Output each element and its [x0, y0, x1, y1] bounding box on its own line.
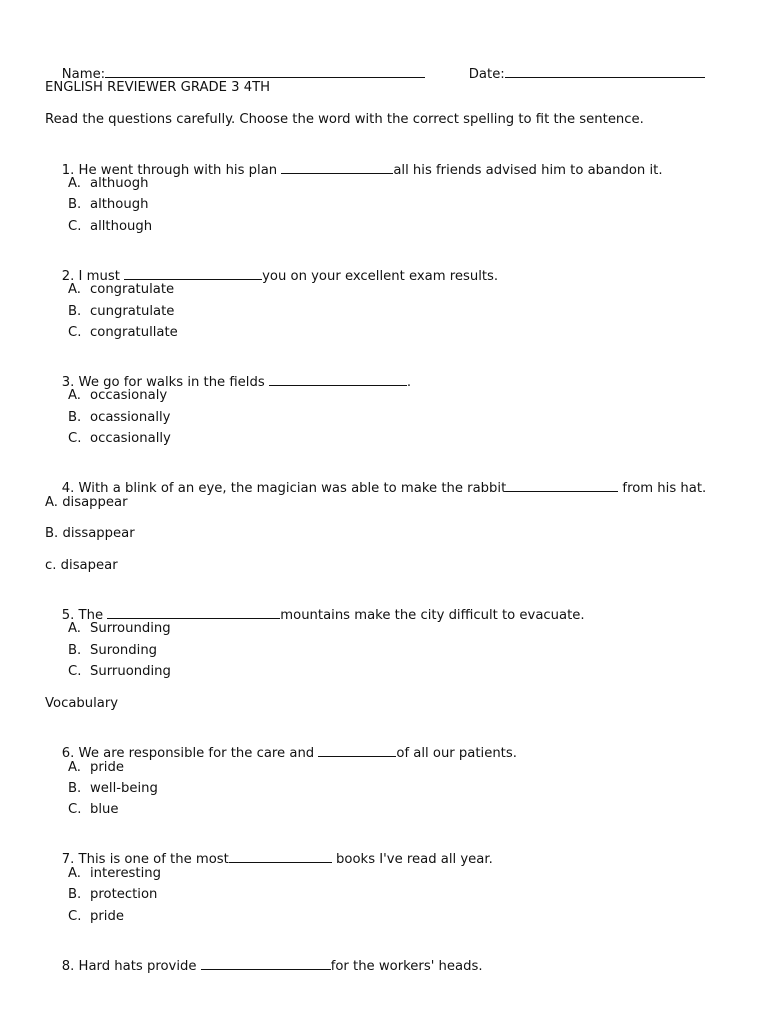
option-letter: A.	[68, 621, 81, 636]
question-text: you on your excellent exam results.	[262, 269, 499, 284]
option-text: Suronding	[90, 643, 158, 658]
option-text: congratulate	[90, 282, 175, 297]
answer-blank	[124, 267, 262, 280]
option-letter: C.	[68, 325, 82, 340]
option-c	[68, 219, 152, 235]
option-text: although	[90, 197, 149, 212]
option-a	[68, 176, 148, 192]
option-letter: C.	[68, 664, 82, 679]
date-row	[452, 49, 705, 99]
question-text: 8. Hard hats provide	[61, 959, 201, 974]
worksheet-title: ENGLISH REVIEWER GRADE 3 4TH	[45, 80, 271, 95]
option-text: althuogh	[90, 176, 149, 191]
option-c	[68, 431, 171, 447]
option-b	[68, 197, 148, 213]
option-c	[45, 558, 118, 574]
option-letter: B.	[68, 887, 82, 902]
option-letter: B.	[68, 304, 82, 319]
option-letter: A.	[68, 282, 81, 297]
question-8	[45, 941, 483, 991]
question-text: 4. With a blink of an eye, the magician was able to make the rabbit	[61, 481, 507, 496]
option-text: ocassionally	[90, 410, 171, 425]
question-4	[45, 463, 706, 513]
option-letter: A.	[45, 495, 58, 510]
question-text: 5. The	[61, 608, 108, 623]
option-c	[68, 802, 119, 818]
question-text: 2. I must	[61, 269, 125, 284]
question-text: for the workers' heads.	[330, 959, 483, 974]
option-b	[68, 304, 174, 320]
answer-blank	[229, 850, 332, 863]
option-text: dissappear	[62, 526, 135, 541]
option-letter: A.	[68, 176, 81, 191]
date-blank	[505, 65, 705, 78]
question-text: all his friends advised him to abandon it.	[393, 163, 663, 178]
question-text: of all our patients.	[396, 746, 517, 761]
option-text: disappear	[62, 495, 128, 510]
option-letter: B.	[45, 526, 59, 541]
option-a	[68, 621, 171, 637]
option-text: cungratulate	[90, 304, 175, 319]
option-b	[68, 643, 157, 659]
option-text: interesting	[90, 866, 161, 881]
answer-blank	[506, 479, 618, 492]
question-text: from his hat.	[618, 481, 707, 496]
option-letter: C.	[68, 219, 82, 234]
answer-blank	[318, 744, 396, 757]
section-heading-vocabulary: Vocabulary	[45, 696, 119, 711]
option-b	[68, 887, 157, 903]
answer-blank	[281, 161, 393, 174]
option-a	[68, 388, 167, 404]
option-b	[68, 410, 170, 426]
option-text: occasionaly	[90, 388, 168, 403]
option-text: occasionally	[90, 431, 171, 446]
option-letter: B.	[68, 781, 82, 796]
worksheet-page	[45, 0, 735, 1024]
name-blank	[105, 65, 425, 78]
option-text: protection	[90, 887, 158, 902]
option-text: blue	[90, 802, 119, 817]
option-c	[68, 325, 178, 341]
option-c	[68, 909, 124, 925]
option-text: pride	[90, 760, 124, 775]
option-text: pride	[90, 909, 124, 924]
option-c	[68, 664, 171, 680]
option-letter: A.	[68, 760, 81, 775]
question-text: books I've read all year.	[331, 852, 493, 867]
option-b	[68, 781, 158, 797]
option-letter: B.	[68, 197, 82, 212]
question-text: 7. This is one of the most	[61, 852, 229, 867]
option-b	[45, 526, 135, 542]
option-a	[68, 760, 124, 776]
question-text: mountains make the city difficult to evacuate.	[280, 608, 585, 623]
option-letter: A.	[68, 866, 81, 881]
answer-blank	[269, 373, 407, 386]
answer-blank	[107, 606, 280, 619]
option-text: disapear	[60, 558, 118, 573]
option-text: Surruonding	[90, 664, 171, 679]
option-a	[68, 866, 161, 882]
option-letter: C.	[68, 802, 82, 817]
question-text: 6. We are responsible for the care and	[61, 746, 319, 761]
option-text: allthough	[90, 219, 153, 234]
option-text: Surrounding	[90, 621, 171, 636]
date-label: Date:	[468, 67, 505, 82]
option-letter: C.	[68, 909, 82, 924]
option-a	[45, 495, 128, 511]
option-letter: C.	[68, 431, 82, 446]
option-a	[68, 282, 174, 298]
name-label: Name:	[61, 67, 106, 82]
option-letter: A.	[68, 388, 81, 403]
question-text: 3. We go for walks in the fields	[61, 375, 269, 390]
option-letter: B.	[68, 410, 82, 425]
option-letter: B.	[68, 643, 82, 658]
question-text: .	[406, 375, 412, 390]
option-text: congratullate	[90, 325, 178, 340]
option-letter: c.	[45, 558, 57, 573]
answer-blank	[201, 957, 331, 970]
option-text: well-being	[90, 781, 158, 796]
instructions: Read the questions carefully. Choose the word with the correct spelling to fit the sentence.	[45, 112, 644, 127]
question-text: 1. He went through with his plan	[61, 163, 282, 178]
